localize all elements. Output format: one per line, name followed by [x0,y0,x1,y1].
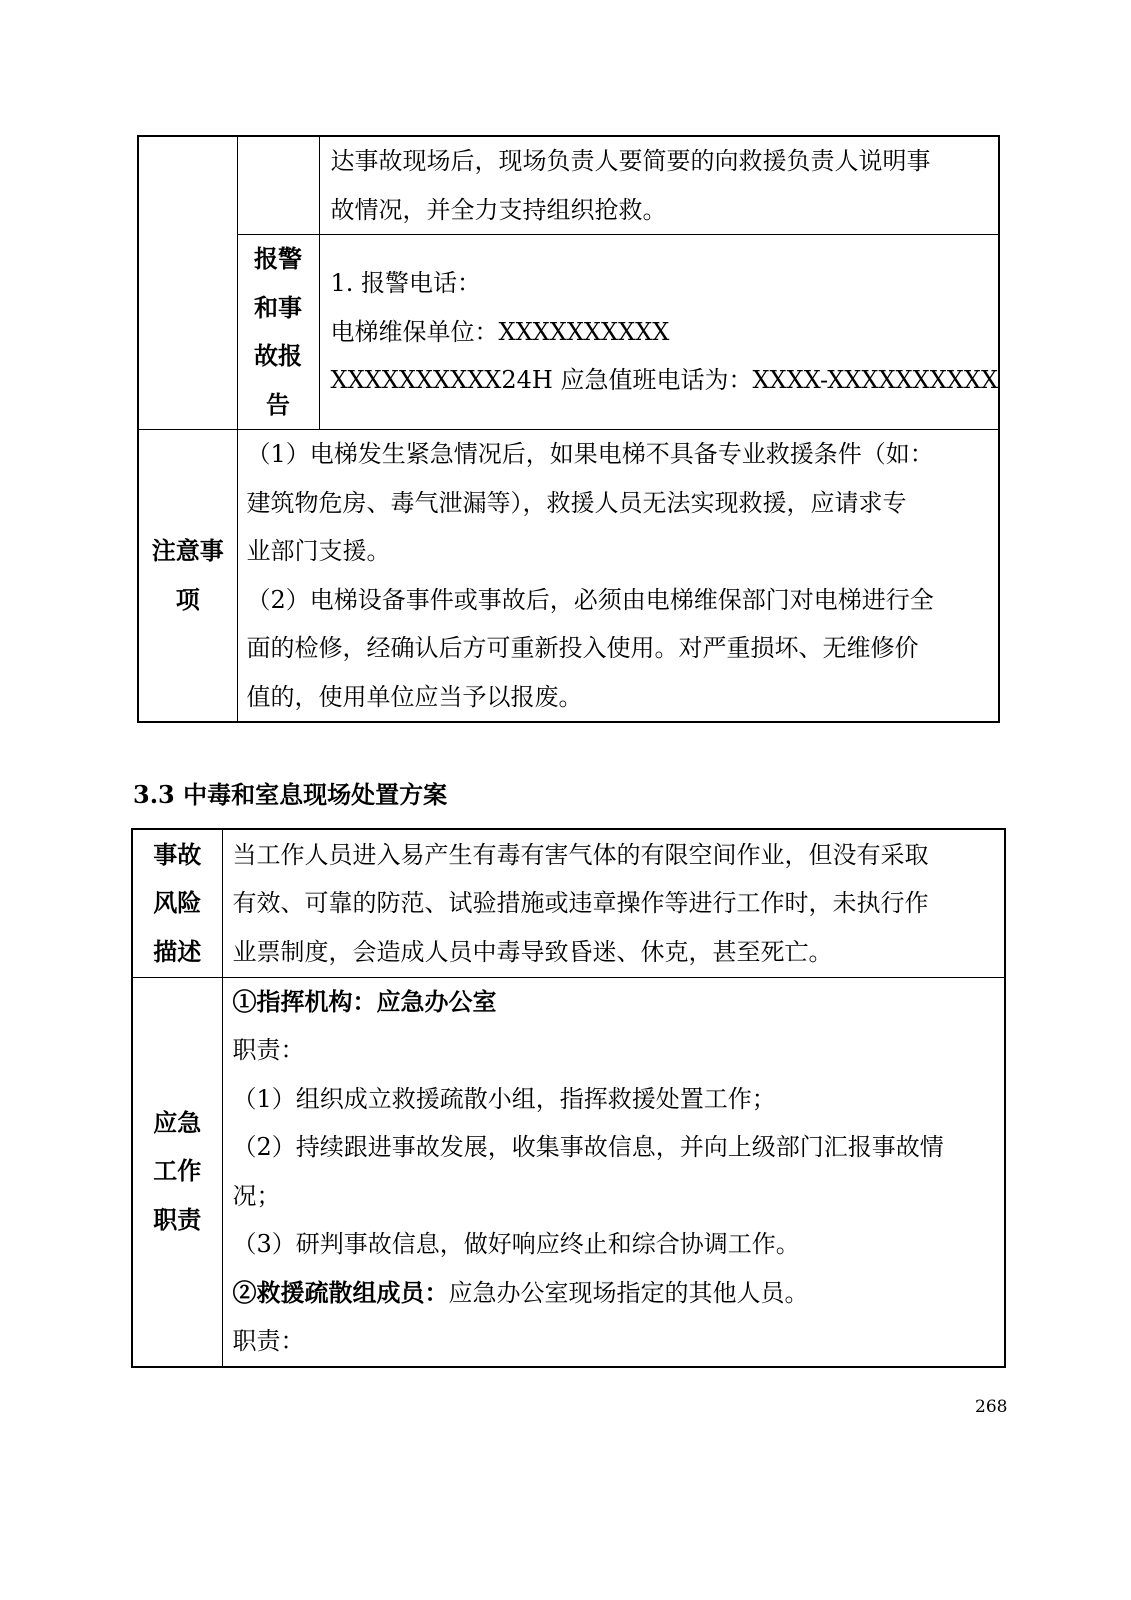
row-header-risk [132,829,222,977]
header-line: 风险 [153,888,202,917]
table-row [132,829,1005,977]
text-line: （2）电梯设备事件或事故后，必须由电梯维保部门对电梯进行全 [246,585,934,614]
duty-item: 况； [232,1181,281,1210]
emergency-procedure-table-continued [137,135,1000,723]
header-line: 报警 [254,244,302,273]
header-line: 告 [266,389,290,419]
header-line: 描述 [153,936,202,966]
table-row [132,977,1005,1367]
text-line: 面的检修，经确认后方可重新投入使用。对严重损坏、无维修价 [246,634,919,662]
text-line: 电梯维保单位：XXXXXXXXXX [330,317,670,346]
duty-item: （1）组织成立救援疏散小组，指挥救援处置工作； [232,1084,776,1113]
duty-label: 职责： [232,1036,305,1064]
text-line: XXXXXXXXXX24H 应急值班电话为：XXXX-XXXXXXXXXX [330,366,999,395]
header-line: 职责 [153,1204,202,1234]
table-row [138,430,999,723]
header-line: 项 [175,584,200,614]
content-cell [222,829,1005,977]
row-header-alarm [237,235,319,430]
page-number: 268 [975,1397,1008,1417]
text-line: 值的，使用单位应当予以报废。 [246,682,583,711]
header-line: 事故 [153,839,202,869]
empty-category-cell [138,136,237,430]
content-cell [222,977,1005,1367]
header-line: 工作 [153,1156,202,1186]
text-line: 1. 报警电话： [330,269,482,298]
table-row [138,136,999,235]
content-cell [319,136,999,235]
text-line: 业部门支援。 [246,537,391,565]
text-line: 有效、可靠的防范、试验措施或违章操作等进行工作时，未执行作 [232,889,929,917]
rescue-title [233,1269,1001,1318]
rescue-title-rest: 应急办公室现场指定的其他人员。 [448,1278,809,1307]
command-title: ①指挥机构：应急办公室 [232,986,497,1016]
row-header-notes [138,430,237,723]
duty-item: （2）持续跟进事故发展，收集事故信息，并向上级部门汇报事故情 [232,1133,944,1161]
text-line: （1）电梯发生紧急情况后，如果电梯不具备专业救援条件（如： [246,440,934,468]
content-cell [319,235,999,430]
duty-item: （3）研判事故信息，做好响应终止和综合协调工作。 [232,1230,800,1258]
header-line: 故报 [254,341,302,370]
header-line: 注意事 [151,536,224,565]
text-line: 故情况，并全力支持组织抢救。 [330,195,667,224]
text-line: 当工作人员进入易产生有毒有害气体的有限空间作业，但没有采取 [232,840,929,869]
empty-subheader-cell [237,136,319,235]
header-line: 应急 [153,1107,202,1137]
text-line: 建筑物危房、毒气泄漏等），救援人员无法实现救援，应请求专 [246,488,907,517]
header-line: 和事 [254,292,302,322]
text-line: 达事故现场后，现场负责人要简要的向救援负责人说明事 [330,147,931,175]
row-header-duty [132,977,222,1367]
poisoning-response-table [131,828,1006,1368]
content-cell [237,430,999,723]
rescue-title-bold: ②救援疏散组成员： [232,1277,449,1307]
table-row [138,235,999,430]
text-line: 业票制度，会造成人员中毒导致昏迷、休克，甚至死亡。 [232,937,833,966]
section-heading: 3.3 中毒和室息现场处置方案 [133,780,448,809]
duty-label: 职责： [232,1327,305,1355]
